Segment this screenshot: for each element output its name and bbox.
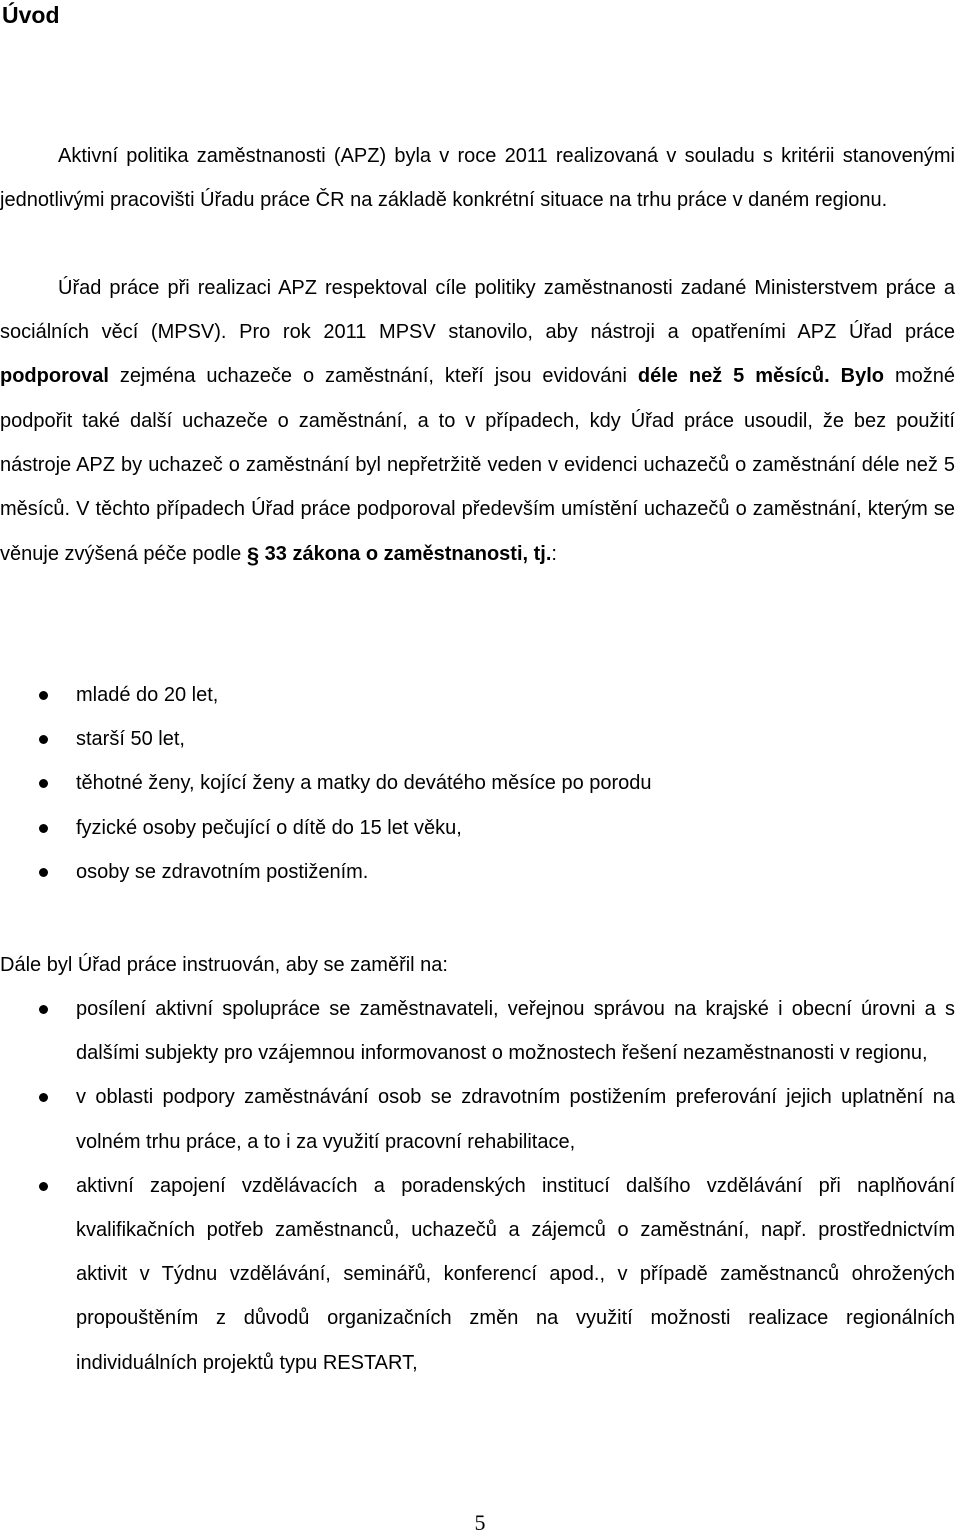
intro-paragraph-1-text: Aktivní politika zaměstnanosti (APZ) byla v roce 2011 realizovaná v souladu s kritérii stanovenými jednotlivými pracovišti Úřadu práce ČR na základě konkrétní situace na trhu práce v daném regionu. (0, 145, 955, 212)
intro-text-segment: zejména uchazeče o zaměstnání, kteří jsou evidováni (108, 365, 638, 388)
list-item (0, 1075, 955, 1163)
bullet-icon (39, 1182, 48, 1191)
intro-bold-segment: Bylo (840, 365, 884, 388)
list-item-text: posílení aktivní spolupráce se zaměstnavateli, veřejnou správou na krajské i obecní úrovni a s dalšími subjekty pro vzájemnou informovanost o možnostech řešení nezaměstnanosti v regionu, (76, 998, 955, 1065)
bullet-icon (39, 824, 48, 833)
intro-text-segment: možné podpořit také další uchazeče o zaměstnání, a to v případech, kdy Úřad práce usoudil, že bez použití nástroje APZ by uchazeč o zaměstnání byl nepřetržitě veden v evidenci uchazečů o zaměstnání déle než 5 měsíců. (0, 365, 955, 521)
list-item-text: osoby se zdravotním postižením. (76, 860, 369, 883)
page-number: 5 (474, 1510, 486, 1535)
focus-areas-list (0, 987, 955, 1385)
list-item-text: mladé do 20 let, (76, 684, 219, 706)
bullet-icon (39, 1005, 48, 1014)
focus-intro-paragraph: Dále byl Úřad práce instruován, aby se zaměřil na: (0, 954, 448, 976)
bullet-icon (39, 868, 48, 877)
intro-text-segment: V těchto případech Úřad práce podporoval především umístění uchazečů o zaměstnání, kterým se věnuje zvýšená péče podle (0, 498, 956, 566)
bullet-icon (39, 1093, 48, 1102)
target-groups-list (0, 673, 955, 894)
bullet-icon (39, 735, 48, 744)
intro-text-segment: : (551, 543, 557, 566)
bullet-icon (39, 691, 48, 700)
intro-bold-segment: déle než 5 měsíců. (637, 365, 830, 388)
list-item (0, 987, 955, 1075)
section-sign-symbol: § (246, 543, 260, 569)
list-item (0, 806, 955, 850)
intro-text-segment (830, 365, 841, 387)
list-item (0, 1164, 955, 1385)
list-item-text: aktivní zapojení vzdělávacích a poradenských institucí dalšího vzdělávání při naplňování kvalifikačních potřeb zaměstnanců, uchazečů a zájemců o zaměstnání, např. prostřednictvím aktivit v Týdnu vzdělávání, seminářů, konferencí apod., v případě zaměstnanců ohrožených propouštěním z důvodů organizačních změn na využití možnosti realizace regionálních individuálních projektů typu RESTART, (76, 1174, 955, 1374)
list-item-text: fyzické osoby pečující o dítě do 15 let věku, (76, 816, 462, 839)
intro-bold-segment: podporoval (0, 365, 109, 388)
intro-paragraph-2 (0, 266, 955, 576)
intro-bold-segment: 33 zákona o zaměstnanosti, tj. (259, 543, 552, 566)
bullet-icon (39, 779, 48, 788)
section-heading: Úvod (2, 2, 60, 28)
intro-paragraph-1 (0, 134, 955, 222)
list-item (0, 761, 955, 805)
list-item-text: těhotné ženy, kojící ženy a matky do devátého měsíce po porodu (76, 772, 652, 795)
list-item (0, 717, 955, 761)
list-item-text: v oblasti podpory zaměstnávání osob se zdravotním postižením preferování jejich uplatnění na volném trhu práce, a to i za využití pracovní rehabilitace, (76, 1086, 955, 1153)
intro-text-segment: Úřad práce při realizaci APZ respektoval cíle politiky zaměstnanosti zadané Ministerstvem práce a sociálních věcí (MPSV). Pro rok 2011 MPSV stanovilo, aby nástroji a opatřeními APZ Úřad práce (0, 277, 955, 344)
list-item-text: starší 50 let, (76, 728, 185, 751)
list-item (0, 673, 955, 717)
list-item (0, 850, 955, 894)
